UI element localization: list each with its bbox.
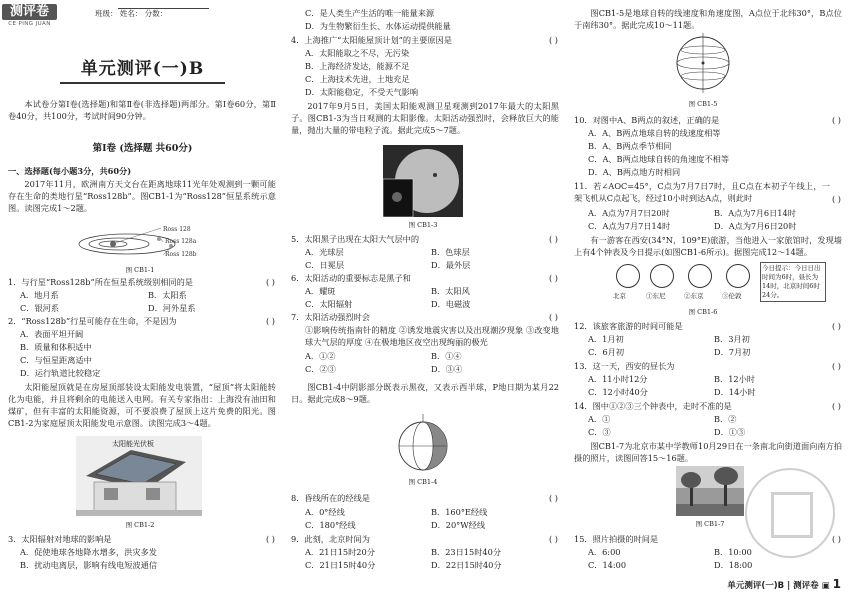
- q10-option-c[interactable]: C．A、B两点地球自转的角速度不相等: [588, 154, 730, 164]
- question-11-stem: 11．若∠AOC=45°，C点为7月7日7时，且C点在本初子午线上，一架飞机从C点起飞，经过10小时到达A点，则此时: [574, 181, 830, 203]
- fig1-label-c: Ross 128b: [165, 251, 197, 258]
- score-label: 分数：: [144, 9, 168, 18]
- question-12-answer[interactable]: ( ): [832, 321, 841, 331]
- q11-option-b[interactable]: B．A点为7月6日14时: [714, 208, 796, 218]
- figure-cb1-4: [395, 410, 451, 474]
- q4-option-d[interactable]: D．太阳能稳定，不受天气影响: [305, 87, 419, 97]
- q9-option-a[interactable]: A．21日15时20分: [305, 547, 375, 557]
- q11-option-d[interactable]: D．A点为7月6日20时: [714, 221, 797, 231]
- question-5-stem: 5．太阳黑子出现在太阳大气层中的: [291, 234, 420, 244]
- clock-1: [650, 264, 674, 288]
- q12-option-b[interactable]: B．3月初: [714, 334, 750, 344]
- column-right: [568, 0, 851, 598]
- q11-option-a[interactable]: A．A点为7月7日20时: [588, 208, 670, 218]
- q10-option-d[interactable]: D．A、B两点地方时相同: [588, 167, 681, 177]
- question-15-stem: 15．照片拍摄的时间是: [574, 534, 659, 544]
- q8-option-c[interactable]: C．180°经线: [305, 520, 356, 530]
- figure-cb1-7: [676, 466, 744, 516]
- q14-option-b[interactable]: B．②: [714, 414, 737, 424]
- q7-option-d[interactable]: D．③④: [431, 364, 463, 374]
- q2-option-a[interactable]: A．表面平坦开阔: [20, 329, 84, 339]
- q4-option-b[interactable]: B．上海经济发达，能源不足: [305, 61, 410, 71]
- question-9-answer[interactable]: ( ): [549, 534, 558, 544]
- page-number: 1: [832, 577, 841, 591]
- q4-option-c[interactable]: C．上海技术先进，土地充足: [305, 74, 410, 84]
- q6-option-a[interactable]: A．耀斑: [305, 286, 336, 296]
- q7-option-c[interactable]: C．②③: [305, 364, 336, 374]
- question-2-stem: 2．“Ross128b”行星可能存在生命，不是因为: [8, 316, 177, 326]
- passage-7: 图CB1-7为北京市某中学教师10月29日在一条南北向街道面向南方拍摄的照片，读图回答15～16题。: [574, 441, 842, 463]
- q8-option-b[interactable]: B．160°E经线: [431, 507, 488, 517]
- q1-option-c[interactable]: C．银河系: [20, 303, 60, 313]
- today-notice: 今日提示：今日日出时间为6时，昼长为14时，北京时间6时24分。: [760, 262, 826, 302]
- figure-cb1-2: [76, 436, 202, 516]
- q3-option-d[interactable]: D．为生物繁衍生长、水体运动提供能量: [305, 21, 451, 31]
- figure-caption-5: 图 CB1-5: [688, 100, 718, 108]
- score-blank[interactable]: [167, 8, 209, 9]
- q7-option-a[interactable]: A．①②: [305, 351, 336, 361]
- question-2-answer[interactable]: ( ): [266, 316, 275, 326]
- q6-option-c[interactable]: C．太阳辐射: [305, 299, 353, 309]
- question-10-answer[interactable]: ( ): [832, 115, 841, 125]
- question-7-answer[interactable]: ( ): [549, 312, 558, 322]
- footer-title: 单元测评(一)B: [727, 581, 785, 591]
- clock-2: [688, 264, 712, 288]
- q8-option-a[interactable]: A．0°经线: [305, 507, 345, 517]
- question-5-answer[interactable]: ( ): [549, 234, 558, 244]
- clock-label-2: ②东京: [684, 292, 704, 300]
- q6-option-d[interactable]: D．电磁波: [431, 299, 471, 309]
- q6-option-b[interactable]: B．太阳风: [431, 286, 470, 296]
- q5-option-d[interactable]: D．最外层: [431, 260, 471, 270]
- q13-option-c[interactable]: C．12小时40分: [588, 387, 648, 397]
- intro-text: 本试卷分第Ⅰ卷(选择题)和第Ⅱ卷(非选择题)两部分。第Ⅰ卷60分，第Ⅱ卷40分，共100分，考试时间90分钟。: [8, 99, 276, 121]
- q3-option-a[interactable]: A．促使地球各地降水增多，洪灾多发: [20, 547, 157, 557]
- q7-statements: ①影响传统指南针的精度 ②诱发地震灾害以及出现潮汐现象 ③改变地球大气层的厚度 ④在极地地区夜空出现绚丽的极光: [305, 325, 559, 347]
- q3-option-b[interactable]: B．扰动电离层，影响有线电短波通信: [20, 560, 158, 570]
- question-8-stem: 8．昏线所在的经线是: [291, 493, 370, 503]
- title-divider: [60, 82, 225, 84]
- q1-option-d[interactable]: D．河外星系: [148, 303, 196, 313]
- q4-option-a[interactable]: A．太阳能取之不尽，无污染: [305, 48, 410, 58]
- figure-caption-4: 图 CB1-4: [408, 478, 438, 486]
- figure-caption-2: 图 CB1-2: [125, 521, 155, 529]
- question-3-answer[interactable]: ( ): [266, 534, 275, 544]
- class-label: 班级：: [95, 9, 118, 18]
- passage-3: 2017年9月5日，美国太阳能观测卫星观测到2017年最大的太阳黑子。图CB1-3为当日观测的太阳影像。太阳活动强烈时，会释放巨大的能量，抛出大量的带电粒子流。据此完成5～7题。: [291, 101, 559, 135]
- figure-cb1-1: [75, 222, 205, 262]
- q15-option-a[interactable]: A．6:00: [588, 547, 621, 557]
- q2-option-c[interactable]: C．与恒星距离适中: [20, 355, 92, 365]
- q1-option-a[interactable]: A．地月系: [20, 290, 59, 300]
- clock-beijing: [616, 264, 640, 288]
- passage-5: 图CB1-5是地球自转的线速度和角速度图，A点位于北纬30°，B点位于南纬30°。据此完成10～11题。: [574, 8, 842, 30]
- question-11-answer[interactable]: ( ): [832, 194, 841, 204]
- footer-kind: 测评卷: [793, 581, 819, 591]
- q9-option-d[interactable]: D．22日15时40分: [431, 560, 502, 570]
- q2-option-b[interactable]: B．质量和体积适中: [20, 342, 92, 352]
- figure-caption-1: 图 CB1-1: [125, 266, 155, 274]
- watermark-stamp-icon: [745, 468, 835, 558]
- q12-option-c[interactable]: C．6月初: [588, 347, 625, 357]
- question-7-stem: 7．太阳活动强烈时会: [291, 312, 370, 322]
- q8-option-d[interactable]: D．20°W经线: [431, 520, 486, 530]
- figure-caption-7: 图 CB1-7: [695, 520, 725, 528]
- q14-option-c[interactable]: C．③: [588, 427, 611, 437]
- q15-option-b[interactable]: B．10:00: [714, 547, 752, 557]
- student-fields: [95, 8, 167, 20]
- column-left: [0, 0, 285, 598]
- figure-cb1-6: [610, 262, 840, 304]
- q5-option-b[interactable]: B．色球层: [431, 247, 470, 257]
- q1-option-b[interactable]: B．太阳系: [148, 290, 187, 300]
- q12-option-d[interactable]: D．7月初: [714, 347, 751, 357]
- passage-1: 2017年11月，欧洲南方天文台在距离地球11光年处观测到一颗可能存在生命的类地行星“Ross128b”。图CB1-1为“Ross128”恒星系统示意图。读图完成1～2题。: [8, 179, 276, 213]
- q9-option-b[interactable]: B．23日15时40分: [431, 547, 502, 557]
- column-middle: [285, 0, 568, 598]
- q5-option-a[interactable]: A．光球层: [305, 247, 344, 257]
- question-4-answer[interactable]: ( ): [549, 35, 558, 45]
- q14-option-d[interactable]: D．①③: [714, 427, 746, 437]
- question-10-stem: 10．对图中A、B两点的叙述，正确的是: [574, 115, 720, 125]
- q15-option-d[interactable]: D．18:00: [714, 560, 753, 570]
- question-3-stem: 3．太阳辐射对地球的影响是: [8, 534, 112, 544]
- q15-option-c[interactable]: C．14:00: [588, 560, 627, 570]
- q5-option-c[interactable]: C．日冕层: [305, 260, 345, 270]
- clock-label-1: ①东尼: [646, 292, 666, 300]
- question-4-stem: 4．上海推广“太阳能屋顶计划”的主要原因是: [291, 35, 452, 45]
- q9-option-c[interactable]: C．21日15时40分: [305, 560, 376, 570]
- page-footer: 单元测评(一)B | 测评卷 ▣ 1: [727, 577, 841, 591]
- q3-option-c[interactable]: C．是人类生产生活的唯一能量来源: [305, 8, 435, 18]
- q13-option-a[interactable]: A．11小时12分: [588, 374, 648, 384]
- question-13-stem: 13．这一天，西安的昼长为: [574, 361, 675, 371]
- fig2-label: 太阳能光伏板: [112, 440, 154, 448]
- q14-option-a[interactable]: A．①: [588, 414, 611, 424]
- figure-caption-3: 图 CB1-3: [408, 221, 438, 229]
- brand-subtitle: CE PING JUAN: [8, 21, 51, 27]
- passage-6: 有一游客在西安(34°N，109°E)旅游，当他进入一家旅馆时，发现墙上有4个钟表及今日提示(如图CB1-6所示)。据图完成12～14题。: [574, 235, 842, 257]
- question-15-answer[interactable]: ( ): [832, 534, 841, 544]
- section-heading: 第Ⅰ卷 (选择题 共60分): [92, 143, 193, 154]
- question-9-stem: 9．此刻，北京时间为: [291, 534, 370, 544]
- q12-option-a[interactable]: A．1月初: [588, 334, 624, 344]
- question-8-answer[interactable]: ( ): [549, 493, 558, 503]
- fig1-label-a: Ross 128: [163, 226, 191, 233]
- part-heading: 一、选择题(每小题3分，共60分): [8, 166, 132, 176]
- question-13-answer[interactable]: ( ): [832, 361, 841, 371]
- name-label: 姓名：: [119, 9, 143, 18]
- q13-option-d[interactable]: D．14小时: [714, 387, 756, 397]
- brand-logo: [2, 4, 57, 28]
- q10-option-a[interactable]: A．A、B两点地球自转的线速度相等: [588, 128, 721, 138]
- q13-option-b[interactable]: B．12小时: [714, 374, 755, 384]
- question-12-stem: 12．该旅客旅游的时间可能是: [574, 321, 683, 331]
- q10-option-b[interactable]: B．A、B两点季节相同: [588, 141, 672, 151]
- figure-caption-6: 图 CB1-6: [688, 308, 718, 316]
- passage-4: 图CB1-4中阴影部分既表示黑夜，又表示西半球，P地日期为某月22日。据此完成8～9题。: [291, 382, 559, 404]
- clock-label-beijing: 北京: [613, 292, 626, 300]
- q2-option-d[interactable]: D．运行轨道比较稳定: [20, 368, 101, 378]
- q7-option-b[interactable]: B．①④: [431, 351, 462, 361]
- question-6-stem: 6．太阳活动的重要标志是黑子和: [291, 273, 411, 283]
- brand-title: 测评卷: [2, 4, 57, 20]
- clock-label-3: ③伦敦: [722, 292, 742, 300]
- question-14-answer[interactable]: ( ): [832, 401, 841, 411]
- figure-cb1-3: [383, 145, 463, 217]
- passage-2: 太阳能屋顶就是在房屋顶部装设太阳能发电装置，“屋顶”将太阳能转化为电能，并且将剩余的电能送入电网。有关专家指出：上海没有油田和煤矿，但有丰富的太阳能资源，可不要浪费了屋顶上这片免费的阳光。图CB1-2为家庭屋顶太阳能发电示意图。读图完成3～4题。: [8, 382, 276, 428]
- q11-option-c[interactable]: C．A点为7月7日14时: [588, 221, 671, 231]
- clock-3: [726, 264, 750, 288]
- page-title: 单元测评(一)B: [80, 59, 205, 79]
- fig1-label-b: Ross 128a: [165, 238, 197, 245]
- figure-cb1-5: [674, 30, 732, 96]
- question-1-stem: 1．与行星“Ross128b”所在恒星系统级别相同的是: [8, 277, 193, 287]
- question-1-answer[interactable]: ( ): [266, 277, 275, 287]
- question-6-answer[interactable]: ( ): [549, 273, 558, 283]
- question-14-stem: 14．图中①②③三个钟表中，走时不准的是: [574, 401, 732, 411]
